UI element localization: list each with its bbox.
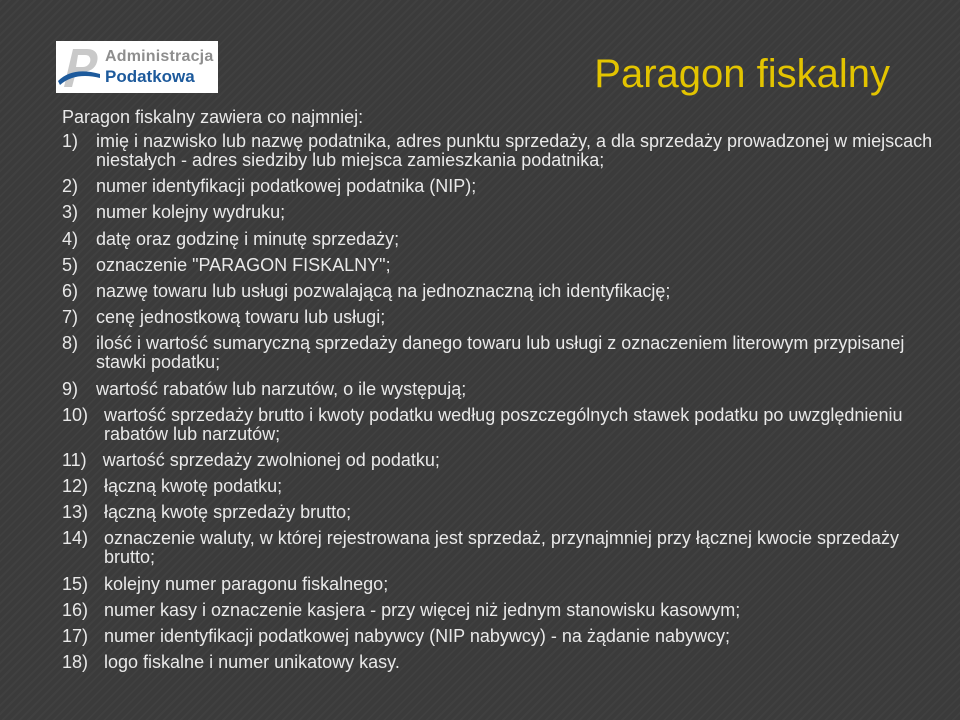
slide-title: Paragon fiskalny: [594, 52, 890, 96]
item-number: 1): [62, 131, 79, 151]
item-text: imię i nazwisko lub nazwę podatnika, adres punktu sprzedaży, a dla sprzedaży prowadzonej w miejscach niestałych - adres siedziby lub miejsca zamieszkania podatnika;: [96, 131, 933, 170]
item-text: wartość rabatów lub narzutów, o ile występują;: [96, 378, 467, 399]
administracja-podatkowa-logo: [56, 41, 218, 93]
list-item: [62, 529, 942, 567]
item-text: numer kolejny wydruku;: [96, 202, 286, 223]
list-item: [62, 308, 942, 327]
item-text: łączną kwotę podatku;: [104, 476, 283, 497]
item-text: łączną kwotę sprzedaży brutto;: [104, 502, 352, 523]
item-number: 11): [62, 449, 87, 470]
item-number: 4): [62, 228, 79, 249]
list-item: [62, 282, 942, 301]
list-item: [62, 132, 942, 170]
item-number: 15): [62, 573, 89, 594]
item-number: 8): [62, 333, 79, 354]
list-item: [62, 380, 942, 399]
list-item: [62, 601, 942, 620]
list-item: [62, 177, 942, 196]
item-number: 12): [62, 476, 89, 497]
item-text: cenę jednostkową towaru lub usługi;: [96, 307, 386, 328]
list-item: [62, 653, 942, 672]
item-number: 6): [62, 280, 79, 301]
item-number: 9): [62, 378, 79, 399]
list-item: [62, 477, 942, 496]
list-item: [62, 334, 942, 372]
list-item: [62, 575, 942, 594]
list-item: [62, 203, 942, 222]
list-item: [62, 406, 942, 444]
item-text: numer identyfikacji podatkowej nabywcy (NIP nabywcy) - na żądanie nabywcy;: [104, 626, 730, 646]
item-number: 5): [62, 254, 79, 275]
slide-content: [62, 106, 942, 679]
logo-text-administracja: Administracja: [105, 48, 214, 65]
item-text: wartość sprzedaży zwolnionej od podatku;: [102, 449, 440, 470]
item-number: 16): [62, 599, 89, 620]
logo-text-podatkowa: Podatkowa: [105, 67, 195, 86]
list-item: [62, 230, 942, 249]
list-item: [62, 627, 942, 646]
item-number: 3): [62, 202, 79, 223]
item-text: ilość i wartość sumaryczną sprzedaży danego towaru lub usługi z oznaczeniem literowym przypisanej stawki podatku;: [96, 333, 905, 373]
item-text: numer identyfikacji podatkowej podatnika (NIP);: [96, 176, 477, 197]
item-number: 10): [62, 404, 89, 425]
item-number: 17): [62, 626, 89, 646]
item-number: 7): [62, 307, 79, 328]
item-text: logo fiskalne i numer unikatowy kasy.: [104, 652, 400, 673]
requirements-list: [62, 132, 942, 672]
list-item: [62, 503, 942, 522]
item-text: oznaczenie waluty, w której rejestrowana jest sprzedaż, przynajmniej przy łącznej kwocie sprzedaży brutto;: [104, 528, 900, 568]
item-number: 2): [62, 176, 79, 197]
item-text: numer kasy i oznaczenie kasjera - przy więcej niż jednym stanowisku kasowym;: [104, 599, 741, 620]
item-number: 14): [62, 528, 89, 549]
item-text: datę oraz godzinę i minutę sprzedaży;: [96, 228, 400, 249]
list-item: [62, 451, 942, 470]
item-text: nazwę towaru lub usługi pozwalającą na jednoznaczną ich identyfikację;: [96, 280, 671, 301]
item-number: 18): [62, 652, 89, 673]
item-text: kolejny numer paragonu fiskalnego;: [104, 573, 389, 594]
intro-text: Paragon fiskalny zawiera co najmniej:: [62, 107, 364, 127]
logo-emblem-icon: [56, 41, 102, 93]
list-item: [62, 256, 942, 275]
item-text: oznaczenie "PARAGON FISKALNY";: [96, 254, 391, 275]
item-text: wartość sprzedaży brutto i kwoty podatku według poszczególnych stawek podatku po uwzględnieniu rabatów lub narzutów;: [104, 404, 903, 444]
item-number: 13): [62, 502, 89, 523]
